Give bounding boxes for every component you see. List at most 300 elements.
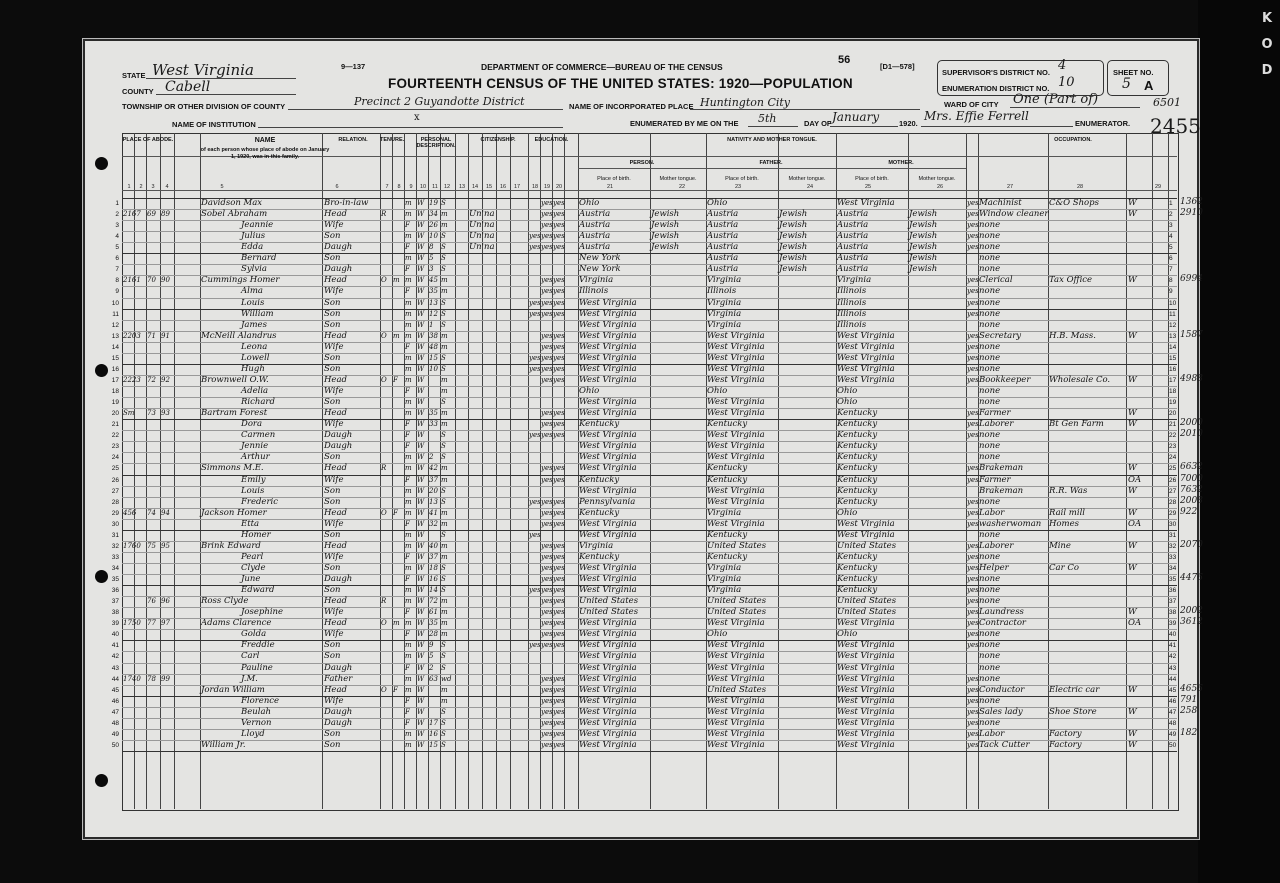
cell-english: yes xyxy=(967,630,979,639)
column-number: 13 xyxy=(458,184,466,190)
margin-code: 2000 xyxy=(1180,418,1203,429)
line-number: 4 xyxy=(115,233,119,241)
cell-occ: none xyxy=(979,640,1001,651)
cell-mbirth: Ohio xyxy=(837,397,858,408)
cell-age: 34 xyxy=(429,210,438,219)
cell-marital: S xyxy=(441,364,446,373)
cell-name: Freddie xyxy=(241,640,275,651)
cell-mbirth: West Virginia xyxy=(837,662,895,673)
cell-fbirth: West Virginia xyxy=(707,618,765,629)
cell-tenure: O xyxy=(381,375,387,384)
cell-marital: S xyxy=(441,453,446,462)
cell-race: W xyxy=(417,442,425,451)
table-row xyxy=(0,331,1180,342)
cell-race: W xyxy=(417,353,425,362)
cell-age: 48 xyxy=(429,342,438,351)
cell-birth: Austria xyxy=(579,220,611,231)
cell-birth: United States xyxy=(579,607,639,618)
cell-age: 10 xyxy=(429,364,438,373)
cell-name: J.M. xyxy=(241,673,258,684)
line-number-right: 34 xyxy=(1169,564,1177,572)
line-number: 32 xyxy=(111,542,119,550)
cell-english: yes xyxy=(967,243,979,252)
cell-mbirth: Kentucky xyxy=(837,408,878,419)
cell-occ: none xyxy=(979,651,1001,662)
table-row xyxy=(0,286,1180,297)
cell-read: yes xyxy=(541,221,553,230)
cell-age: 18 xyxy=(429,563,438,572)
cell-marital: S xyxy=(441,265,446,274)
line-number: 23 xyxy=(111,443,119,451)
cell-tenure: R xyxy=(381,464,387,473)
cell-age: 20 xyxy=(429,486,438,495)
cell-sex: F xyxy=(405,420,410,429)
group-occupation: OCCUPATION. xyxy=(1054,137,1092,143)
line-number: 37 xyxy=(111,598,119,606)
cell-mbirth: Ohio xyxy=(837,386,858,397)
cell-marital: S xyxy=(441,663,446,672)
cell-age: 35 xyxy=(429,409,438,418)
cell-cls: OA xyxy=(1128,474,1142,485)
cell-marital: S xyxy=(441,431,446,440)
line-number-right: 50 xyxy=(1169,741,1177,749)
cell-race: W xyxy=(417,464,425,473)
cell-write: yes xyxy=(553,287,565,296)
cell-relation: Wife xyxy=(324,629,344,640)
incorporated-value: Huntington City xyxy=(700,96,791,109)
line-number: 3 xyxy=(115,222,119,230)
cell-fbirth: West Virginia xyxy=(707,330,765,341)
cell-name: Josephine xyxy=(241,607,284,618)
cell-english: yes xyxy=(967,541,979,550)
cell-name: Julius xyxy=(241,231,266,242)
cell-fbirth: West Virginia xyxy=(707,728,765,739)
cell-race: W xyxy=(417,232,425,241)
cell-marital: m xyxy=(441,375,448,384)
line-number-right: 39 xyxy=(1169,620,1177,628)
table-row xyxy=(0,519,1180,530)
table-row xyxy=(0,209,1180,220)
margin-code: 2008 xyxy=(1180,495,1203,506)
cell-age: 40 xyxy=(429,541,438,550)
cell-write: yes xyxy=(553,364,565,373)
cell-read: yes xyxy=(541,519,553,528)
cell-race: W xyxy=(417,387,425,396)
township-value: Precinct 2 Guyandotte District xyxy=(354,95,525,108)
line-number-right: 1 xyxy=(1169,200,1173,207)
margin-code: 2010 xyxy=(1180,429,1203,440)
cell-read: yes xyxy=(541,375,553,384)
group-place-of-abode: PLACE OF ABODE. xyxy=(122,137,174,143)
cell-birth: West Virginia xyxy=(579,618,637,629)
cell-marital: m xyxy=(441,409,448,418)
cell-race: W xyxy=(417,508,425,517)
cell-ind: Car Co xyxy=(1049,562,1079,573)
cell-read: yes xyxy=(541,619,553,628)
cell-birth: New York xyxy=(579,264,621,275)
line-number: 1 xyxy=(115,200,119,207)
cell-sex: m xyxy=(405,586,412,595)
cell-english: yes xyxy=(967,586,979,595)
margin-code: 2070 xyxy=(1180,539,1203,550)
cell-relation: Head xyxy=(324,408,347,419)
cell-mort: m xyxy=(393,276,400,285)
line-number: 30 xyxy=(111,520,119,528)
cell-race: W xyxy=(417,453,425,462)
cell-fbirth: Virginia xyxy=(707,507,742,518)
cell-race: W xyxy=(417,575,425,584)
cell-tongue: Jewish xyxy=(651,209,680,220)
line-number: 45 xyxy=(111,686,119,694)
cell-write: yes xyxy=(553,420,565,429)
cell-sex: F xyxy=(405,519,410,528)
table-row xyxy=(0,497,1180,508)
line-number-right: 25 xyxy=(1169,465,1177,473)
cell-birth: West Virginia xyxy=(579,717,637,728)
cell-sex: F xyxy=(405,608,410,617)
cell-occ: none xyxy=(979,253,1001,264)
cell-occ: Labor xyxy=(979,507,1005,518)
cell-birth: West Virginia xyxy=(579,640,637,651)
cell-english: yes xyxy=(967,729,979,738)
page-title: FOURTEENTH CENSUS OF THE UNITED STATES: 1920—POPULATION xyxy=(388,76,853,91)
cell-race: W xyxy=(417,210,425,219)
cell-fbirth: West Virginia xyxy=(707,441,765,452)
cell-cls: W xyxy=(1128,706,1137,717)
cell-mbirth: West Virginia xyxy=(837,518,895,529)
group-tenure: TENURE. xyxy=(380,137,405,143)
margin-code: 4988 xyxy=(1180,373,1203,384)
cell-write: yes xyxy=(553,375,565,384)
cell-sex: F xyxy=(405,707,410,716)
cell-name: William Jr. xyxy=(201,739,246,750)
table-row xyxy=(0,674,1180,685)
cell-school: yes xyxy=(529,298,541,307)
institution-mark: x xyxy=(414,112,420,123)
cell-occ: none xyxy=(979,264,1001,275)
cell-sex: m xyxy=(405,497,412,506)
line-number-right: 21 xyxy=(1169,421,1177,429)
cell-fbirth: West Virginia xyxy=(707,430,765,441)
cell-occ: Brakeman xyxy=(979,463,1024,474)
cell-cls: W xyxy=(1128,408,1137,419)
nativity-subheading: Mother tongue. xyxy=(788,176,826,182)
cell-fbirth: West Virginia xyxy=(707,485,765,496)
cell-name: James xyxy=(241,319,267,330)
cell-age: 14 xyxy=(429,586,438,595)
cell-read: yes xyxy=(541,575,553,584)
grid-header-line xyxy=(578,168,966,169)
cell-name: Jeannie xyxy=(241,220,274,231)
cell-ftongue: Jewish xyxy=(779,242,808,253)
cell-sex: m xyxy=(405,652,412,661)
line-number-right: 36 xyxy=(1169,587,1177,595)
cell-sex: m xyxy=(405,530,412,539)
cell-ind: C&O Shops xyxy=(1049,198,1099,208)
corner-code: 6501 xyxy=(1153,96,1181,109)
cell-dwelling: 73 xyxy=(147,409,156,418)
cell-read: yes xyxy=(541,718,553,727)
cell-read: yes xyxy=(541,696,553,705)
cell-school: yes xyxy=(529,431,541,440)
page-number: 56 xyxy=(838,54,851,66)
cell-mbirth: United States xyxy=(837,596,897,607)
cell-occ: none xyxy=(979,397,1001,408)
margin-code: 7000 xyxy=(1180,473,1203,484)
cell-sex: m xyxy=(405,254,412,263)
cell-ind: Electric car xyxy=(1049,684,1100,695)
cell-relation: Son xyxy=(324,297,341,308)
table-row xyxy=(0,231,1180,242)
cell-race: W xyxy=(417,364,425,373)
cell-relation: Wife xyxy=(324,386,344,397)
cell-fbirth: Kentucky xyxy=(707,529,748,540)
supervisor-value: 4 xyxy=(1058,58,1067,73)
cell-age: 42 xyxy=(429,464,438,473)
cell-birth: Kentucky xyxy=(579,551,620,562)
cell-write: yes xyxy=(553,563,565,572)
cell-marital: S xyxy=(441,353,446,362)
cell-occ: Secretary xyxy=(979,330,1022,341)
cell-english: yes xyxy=(967,696,979,705)
sheet-box xyxy=(1107,60,1169,96)
cell-fbirth: West Virginia xyxy=(707,739,765,750)
line-number-right: 13 xyxy=(1169,332,1177,340)
cell-sex: m xyxy=(405,597,412,606)
cell-age: 63 xyxy=(429,674,438,683)
cell-occ: none xyxy=(979,673,1001,684)
cell-name: Edward xyxy=(241,585,275,596)
cell-sex: m xyxy=(405,453,412,462)
column-number: 18 xyxy=(531,184,539,190)
cell-marital: m xyxy=(441,552,448,561)
margin-code: 2910 xyxy=(1180,208,1203,219)
cell-write: yes xyxy=(553,586,565,595)
line-number-right: 2 xyxy=(1169,211,1173,219)
cell-dwelling: 70 xyxy=(147,276,156,285)
table-row xyxy=(0,298,1180,309)
cell-occ: none xyxy=(979,529,1001,540)
cell-occ: none xyxy=(979,308,1001,319)
line-number: 13 xyxy=(111,332,119,340)
column-number: 10 xyxy=(419,184,427,190)
line-number: 27 xyxy=(111,487,119,495)
cell-mort: F xyxy=(393,508,398,517)
cell-relation: Daugh xyxy=(324,662,353,673)
cell-read: yes xyxy=(541,563,553,572)
cell-school: yes xyxy=(529,243,541,252)
cell-race: W xyxy=(417,398,425,407)
nativity-subheading: Place of birth. xyxy=(597,176,631,182)
cell-mbirth: Kentucky xyxy=(837,419,878,430)
cell-english: yes xyxy=(967,685,979,694)
cell-birth: West Virginia xyxy=(579,330,637,341)
cell-age: 3 xyxy=(429,265,434,274)
cell-english: yes xyxy=(967,619,979,628)
line-number-right: 47 xyxy=(1169,708,1177,716)
line-number: 12 xyxy=(111,321,119,329)
cell-english: yes xyxy=(967,674,979,683)
cell-mbirth: United States xyxy=(837,540,897,551)
cell-occ: none xyxy=(979,662,1001,673)
line-number: 38 xyxy=(111,609,119,617)
cell-school: yes xyxy=(529,353,541,362)
cell-fbirth: Austria xyxy=(707,220,739,231)
cell-relation: Head xyxy=(324,540,347,551)
cell-race: W xyxy=(417,541,425,550)
cell-race: W xyxy=(417,431,425,440)
table-row xyxy=(0,574,1180,585)
cell-marital: S xyxy=(441,320,446,329)
line-number: 50 xyxy=(111,741,119,749)
cell-house: 1750 xyxy=(123,619,141,628)
column-number: 7 xyxy=(385,184,389,190)
film-edge-letter: O xyxy=(1261,37,1273,52)
cell-marital: S xyxy=(441,486,446,495)
cell-age: 72 xyxy=(429,597,438,606)
cell-name: Lowell xyxy=(241,352,270,363)
cell-mbirth: Kentucky xyxy=(837,496,878,507)
cell-race: W xyxy=(417,674,425,683)
table-row xyxy=(0,430,1180,441)
cell-mbirth: Austria xyxy=(837,220,869,231)
line-number-right: 38 xyxy=(1169,609,1177,617)
cell-english: yes xyxy=(967,707,979,716)
cell-age: 12 xyxy=(429,309,438,318)
enumerated-month: January xyxy=(832,110,880,124)
cell-ftongue: Jewish xyxy=(779,231,808,242)
cell-school: yes xyxy=(529,232,541,241)
cell-birth: West Virginia xyxy=(579,562,637,573)
cell-name: Clyde xyxy=(241,562,266,573)
cell-race: W xyxy=(417,519,425,528)
cell-dwelling: 71 xyxy=(147,331,156,340)
cell-age: 1 xyxy=(429,320,434,329)
cell-age: 61 xyxy=(429,608,438,617)
nativity-mother: MOTHER. xyxy=(888,160,914,166)
cell-relation: Daugh xyxy=(324,242,353,253)
cell-race: W xyxy=(417,287,425,296)
cell-sex: F xyxy=(405,575,410,584)
cell-mbirth: Austria xyxy=(837,253,869,264)
cell-birth: West Virginia xyxy=(579,485,637,496)
cell-family: 91 xyxy=(161,331,170,340)
cell-mbirth: Illinois xyxy=(837,297,867,308)
cell-english: yes xyxy=(967,353,979,362)
cell-race: W xyxy=(417,586,425,595)
cell-birth: West Virginia xyxy=(579,518,637,529)
cell-age: 26 xyxy=(429,221,438,230)
cell-race: W xyxy=(417,597,425,606)
cell-occ: Brakeman xyxy=(979,485,1024,496)
cell-school: yes xyxy=(529,586,541,595)
cell-occ: none xyxy=(979,596,1001,607)
cell-age: 9 xyxy=(429,641,434,650)
cell-sex: m xyxy=(405,320,412,329)
cell-english: yes xyxy=(967,342,979,351)
cell-read: yes xyxy=(541,431,553,440)
cell-birth: Ohio xyxy=(579,198,600,208)
cell-read: yes xyxy=(541,364,553,373)
cell-relation: Head xyxy=(324,596,347,607)
table-row xyxy=(0,663,1180,674)
cell-fbirth: West Virginia xyxy=(707,518,765,529)
cell-read: yes xyxy=(541,729,553,738)
cell-fbirth: West Virginia xyxy=(707,397,765,408)
cell-write: yes xyxy=(553,696,565,705)
cell-marital: S xyxy=(441,718,446,727)
line-number: 35 xyxy=(111,576,119,584)
cell-mbirth: West Virginia xyxy=(837,739,895,750)
cell-name: Etta xyxy=(241,518,260,529)
cell-dwelling: 78 xyxy=(147,674,156,683)
cell-fbirth: West Virginia xyxy=(707,651,765,662)
cell-house: 2203 xyxy=(123,331,141,340)
cell-fbirth: United States xyxy=(707,596,767,607)
table-row xyxy=(0,275,1180,286)
cell-mbirth: Kentucky xyxy=(837,463,878,474)
margin-code: 2002 xyxy=(1180,606,1203,617)
cell-write: yes xyxy=(553,508,565,517)
cell-mbirth: West Virginia xyxy=(837,330,895,341)
cell-name: Cummings Homer xyxy=(201,275,280,286)
line-number-right: 7 xyxy=(1169,266,1173,274)
cell-fbirth: Virginia xyxy=(707,319,742,330)
cell-write: yes xyxy=(553,342,565,351)
cell-occ: none xyxy=(979,695,1001,706)
line-number-right: 20 xyxy=(1169,410,1177,418)
cell-english: yes xyxy=(967,641,979,650)
cell-name: Lloyd xyxy=(241,728,265,739)
cell-name: Ross Clyde xyxy=(201,596,249,607)
cell-write: yes xyxy=(553,475,565,484)
cell-age: 28 xyxy=(429,630,438,639)
cell-marital: wd xyxy=(441,674,452,683)
cell-birth: West Virginia xyxy=(579,363,637,374)
cell-mbirth: Kentucky xyxy=(837,562,878,573)
cell-cls: W xyxy=(1128,330,1137,341)
line-number: 41 xyxy=(111,642,119,650)
cell-cls: W xyxy=(1128,485,1137,496)
cell-race: W xyxy=(417,243,425,252)
cell-cls: OA xyxy=(1128,518,1142,529)
table-row xyxy=(0,386,1180,397)
group-education: EDUCATION. xyxy=(534,137,569,143)
cell-write: yes xyxy=(553,718,565,727)
cell-tenure: O xyxy=(381,685,387,694)
nativity-subheading: Mother tongue. xyxy=(918,176,956,182)
stamp-number: 2455 xyxy=(1150,114,1201,138)
cell-cit: Un'na xyxy=(469,242,495,253)
line-number: 40 xyxy=(111,631,119,639)
cell-sex: m xyxy=(405,309,412,318)
cell-age: 37 xyxy=(429,552,438,561)
cell-write: yes xyxy=(553,199,565,207)
cell-fbirth: West Virginia xyxy=(707,352,765,363)
cell-english: yes xyxy=(967,221,979,230)
cell-name: Sobel Abraham xyxy=(201,209,268,220)
cell-occ: Labor xyxy=(979,728,1005,739)
cell-mbirth: Austria xyxy=(837,231,869,242)
line-number-right: 35 xyxy=(1169,576,1177,584)
line-number: 26 xyxy=(111,476,119,484)
table-row xyxy=(0,696,1180,707)
cell-birth: West Virginia xyxy=(579,706,637,717)
cell-sex: m xyxy=(405,375,412,384)
cell-age: 17 xyxy=(429,718,438,727)
cell-marital: S xyxy=(441,309,446,318)
cell-birth: West Virginia xyxy=(579,574,637,585)
